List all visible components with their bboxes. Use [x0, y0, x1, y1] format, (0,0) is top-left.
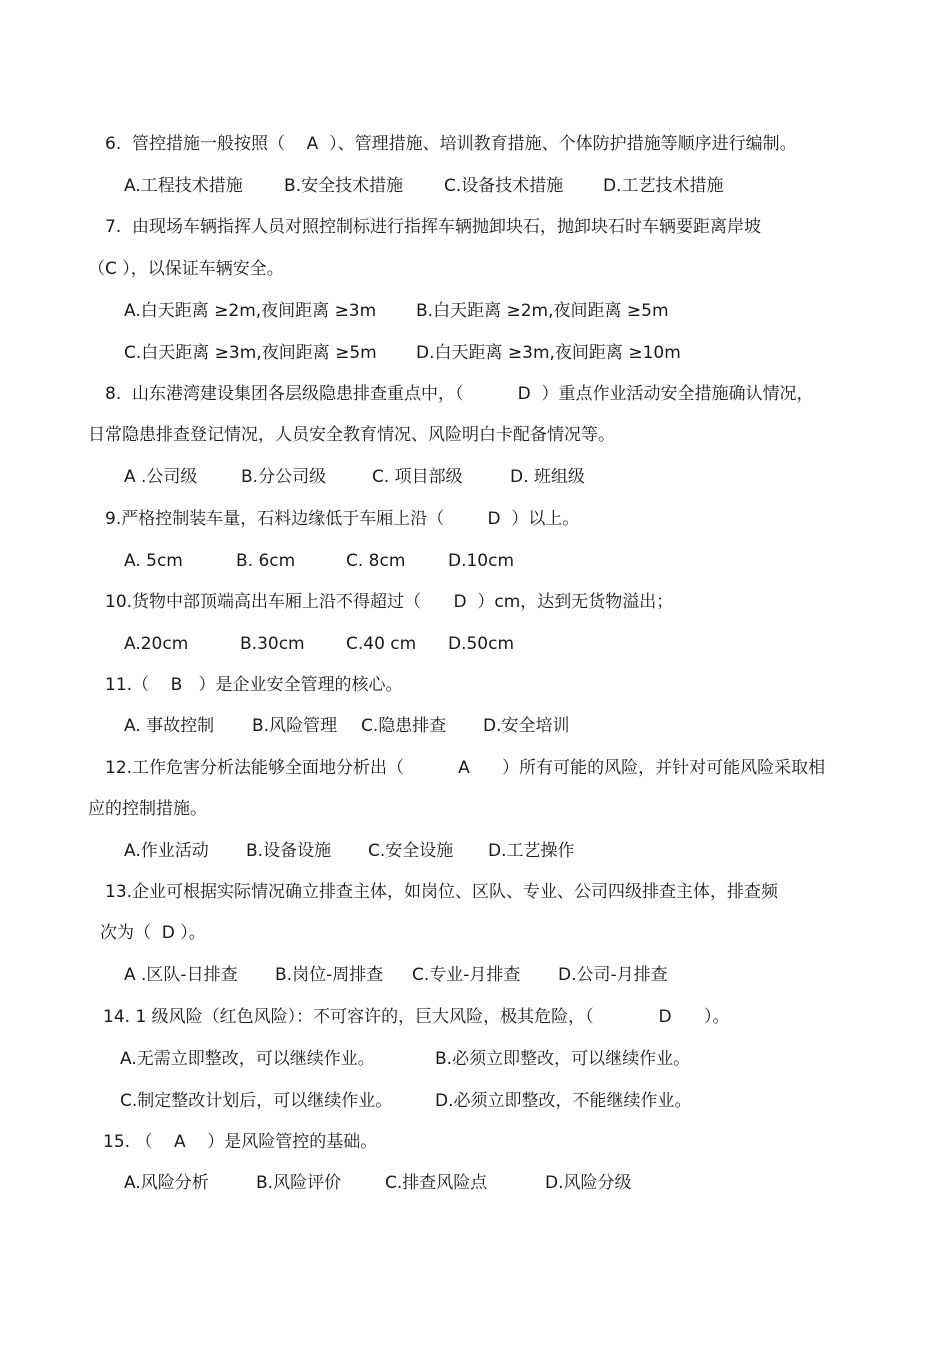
question-9-option-a: A. 5cm — [124, 551, 183, 571]
question-15-option-c: C.排查风险点 — [385, 1173, 488, 1193]
question-9-option-d: D.10cm — [448, 551, 515, 571]
question-7-option-d: D.白天距离 ≥3m,夜间距离 ≥10m — [416, 343, 681, 363]
question-12-option-c: C.安全设施 — [368, 841, 454, 861]
question-6-option-d: D.工艺技术措施 — [603, 176, 724, 196]
question-13-option-d: D.公司-月排查 — [558, 965, 668, 985]
question-13-line-2: 次为（ D ）。 — [100, 923, 206, 943]
question-12-option-a: A.作业活动 — [124, 841, 209, 861]
question-7-line-1: 7. 由现场车辆指挥人员对照控制标进行指挥车辆抛卸块石，抛卸块石时车辆要距离岸坡 — [105, 217, 762, 237]
question-13-option-c: C.专业-月排查 — [412, 965, 521, 985]
question-8-option-c: C. 项目部级 — [372, 467, 463, 487]
question-15-line-1: 15. （ A ）是风险管控的基础。 — [103, 1132, 378, 1152]
question-7-option-c: C.白天距离 ≥3m,夜间距离 ≥5m — [124, 343, 377, 363]
question-14-line-1: 14. 1 级风险（红色风险）：不可容许的，巨大风险，极其危险，（ D ）。 — [103, 1007, 730, 1027]
question-8-option-d: D. 班组级 — [510, 467, 585, 487]
question-11-line-1: 11.（ B ）是企业安全管理的核心。 — [105, 675, 403, 695]
question-7-line-2: （C ），以保证车辆安全。 — [88, 259, 284, 279]
question-11-option-c: C.隐患排查 — [361, 716, 447, 736]
question-8-option-b: B.分公司级 — [241, 467, 327, 487]
question-15-option-b: B.风险评价 — [256, 1173, 342, 1193]
question-8-option-a: A .公司级 — [124, 467, 198, 487]
question-14-option-a: A.无需立即整改，可以继续作业。 — [120, 1049, 375, 1069]
question-6-option-b: B.安全技术措施 — [284, 176, 404, 196]
question-12-option-d: D.工艺操作 — [488, 841, 575, 861]
question-13-line-1: 13.企业可根据实际情况确立排查主体，如岗位、区队、专业、公司四级排查主体，排查频 — [105, 882, 779, 902]
question-10-option-a: A.20cm — [124, 634, 189, 654]
question-9-option-b: B. 6cm — [236, 551, 296, 571]
question-11-option-a: A. 事故控制 — [124, 716, 215, 736]
question-10-option-b: B.30cm — [240, 634, 305, 654]
question-6-option-a: A.工程技术措施 — [124, 176, 243, 196]
question-10-option-c: C.40 cm — [346, 634, 417, 654]
question-10-line-1: 10.货物中部顶端高出车厢上沿不得超过（ D ）cm，达到无货物溢出； — [105, 592, 674, 612]
question-9-option-c: C. 8cm — [346, 551, 406, 571]
question-8-line-2: 日常隐患排查登记情况，人员安全教育情况、风险明白卡配备情况等。 — [88, 425, 615, 445]
question-7-option-a: A.白天距离 ≥2m,夜间距离 ≥3m — [124, 301, 377, 321]
question-11-option-b: B.风险管理 — [252, 716, 338, 736]
question-8-line-1: 8. 山东港湾建设集团各层级隐患排查重点中，（ D ）重点作业活动安全措施确认情况， — [105, 384, 814, 404]
question-14-option-d: D.必须立即整改，不能继续作业。 — [435, 1091, 692, 1111]
question-11-option-d: D.安全培训 — [483, 716, 570, 736]
question-7-option-b: B.白天距离 ≥2m,夜间距离 ≥5m — [416, 301, 669, 321]
question-12-line-1: 12.工作危害分析法能够全面地分析出（ A ）所有可能的风险，并针对可能风险采取相 — [105, 758, 826, 778]
question-15-option-d: D.风险分级 — [545, 1173, 632, 1193]
question-12-line-2: 应的控制措施。 — [88, 799, 207, 819]
question-15-option-a: A.风险分析 — [124, 1173, 209, 1193]
question-12-option-b: B.设备设施 — [246, 841, 332, 861]
question-6-line-1: 6. 管控措施一般按照（ A ）、管理措施、培训教育措施、个体防护措施等顺序进行编制。 — [105, 134, 797, 154]
question-9-line-1: 9.严格控制装车量，石料边缘低于车厢上沿（ D ）以上。 — [105, 509, 580, 529]
question-14-option-c: C.制定整改计划后，可以继续作业。 — [120, 1091, 393, 1111]
question-13-option-a: A .区队-日排查 — [124, 965, 238, 985]
question-14-option-b: B.必须立即整改，可以继续作业。 — [435, 1049, 691, 1069]
question-10-option-d: D.50cm — [448, 634, 515, 654]
question-13-option-b: B.岗位-周排查 — [275, 965, 384, 985]
question-6-option-c: C.设备技术措施 — [444, 176, 564, 196]
